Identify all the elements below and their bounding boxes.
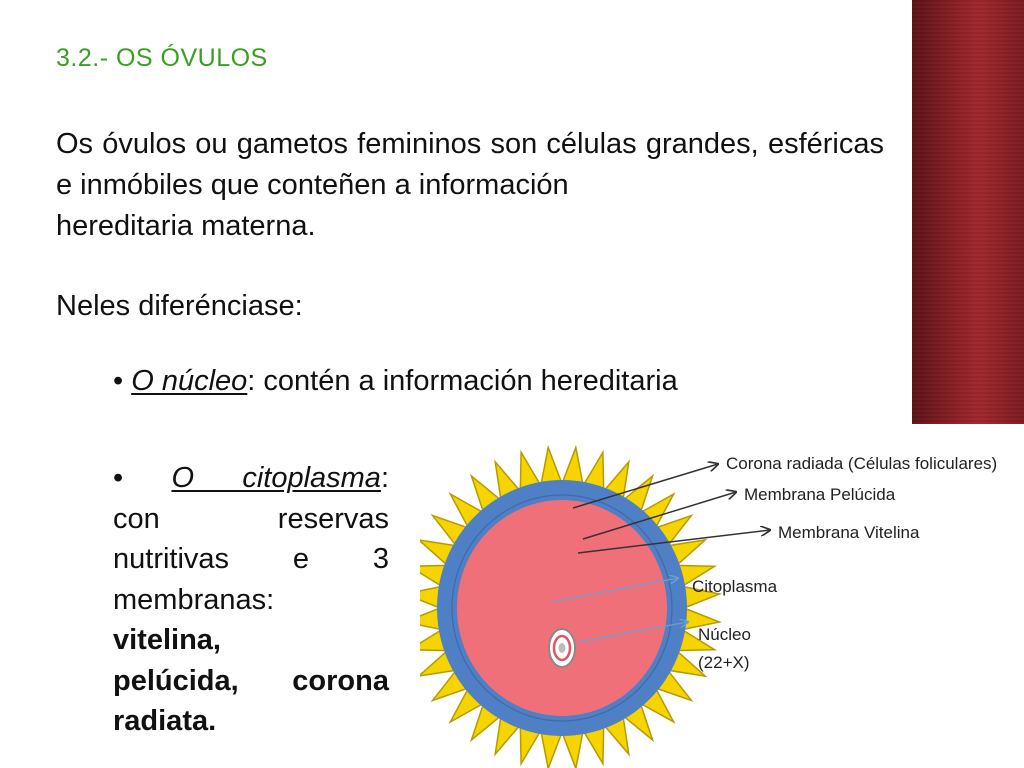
decorative-side-band	[912, 0, 1024, 424]
citoplasma-line-1: con reservas	[113, 502, 389, 535]
nucleo-description: : contén a información hereditaria	[247, 365, 678, 397]
bullet-citoplasma	[113, 458, 389, 742]
citoplasma-line-2: nutritivas e 3	[113, 543, 389, 575]
citoplasma-region	[457, 500, 667, 716]
term-citoplasma: O citoplasma	[171, 462, 381, 494]
label-membrana-pelucida: Membrana Pelúcida	[744, 485, 896, 504]
bullet-symbol: •	[113, 462, 124, 494]
membrane-line-2: pelúcida, corona	[113, 664, 389, 697]
term-nucleo: O núcleo	[131, 365, 248, 397]
bullet-nucleo	[113, 365, 678, 398]
label-citoplasma: Citoplasma	[692, 577, 778, 596]
intro-paragraph	[56, 124, 884, 247]
intro-line-3: hereditaria materna.	[56, 210, 316, 242]
label-nucleo: Núcleo	[698, 625, 751, 644]
citoplasma-line-3: membranas:	[113, 583, 275, 616]
neles-heading: Neles diferénciase:	[56, 290, 303, 322]
label-nucleo-chromosomes: (22+X)	[698, 653, 750, 672]
ovum-diagram	[420, 440, 1010, 768]
intro-line-2: esféricas e inmóbiles que conteñen a información	[56, 128, 884, 201]
bullet-symbol: •	[113, 365, 124, 397]
label-corona-radiada: Corona radiada (Células foliculares)	[726, 454, 998, 473]
label-membrana-vitelina: Membrana Vitelina	[778, 523, 920, 542]
membrane-line-3: radiata.	[113, 705, 217, 737]
membrane-line-1: vitelina,	[113, 624, 221, 656]
slide-title: 3.2.- OS ÓVULOS	[56, 44, 268, 72]
nucleus-icon	[549, 629, 575, 667]
citoplasma-colon: :	[380, 462, 390, 494]
citoplasma-heading-line	[113, 458, 389, 499]
intro-line-1: Os óvulos ou gametos femininos son células grandes,	[56, 128, 759, 160]
